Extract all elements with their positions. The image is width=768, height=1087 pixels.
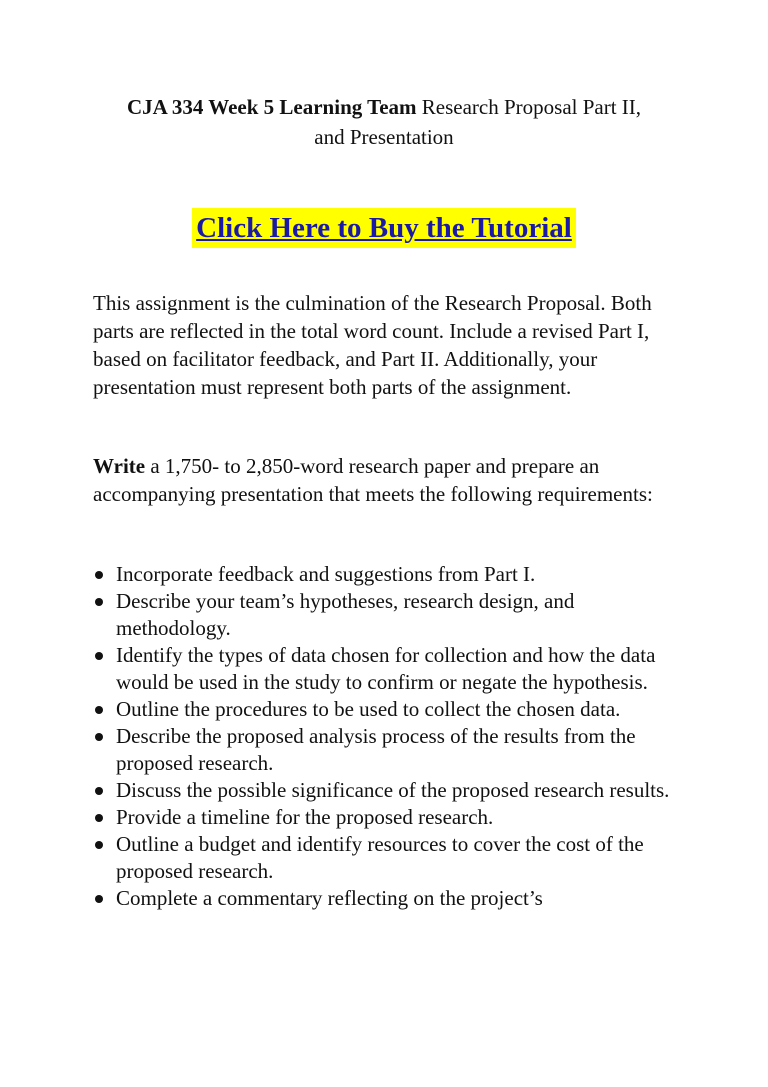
bullet-icon [95, 598, 103, 606]
list-item-text: Describe your team’s hypotheses, research design, and methodology. [116, 589, 575, 640]
buy-tutorial-link[interactable]: Click Here to Buy the Tutorial [192, 208, 576, 248]
bullet-icon [95, 895, 103, 903]
bullet-icon [95, 787, 103, 795]
list-item-text: Incorporate feedback and suggestions from Part I. [116, 562, 536, 586]
list-item-text: Describe the proposed analysis process of the results from the proposed research. [116, 724, 636, 775]
list-item [93, 885, 693, 912]
bullet-icon [95, 571, 103, 579]
list-item [93, 777, 693, 804]
list-item-text: Complete a commentary reflecting on the project’s [116, 886, 543, 910]
write-rest: a 1,750- to 2,850-word research paper and prepare an accompanying presentation that meets the following requirements: [93, 454, 653, 506]
list-item-text: Provide a timeline for the proposed research. [116, 805, 494, 829]
list-item [93, 723, 693, 777]
list-item-text: Discuss the possible significance of the proposed research results. [116, 778, 670, 802]
bullet-icon [95, 706, 103, 714]
title-text-line2: and Presentation [314, 125, 454, 149]
cta-container [0, 208, 768, 248]
write-paragraph [93, 452, 683, 508]
list-item [93, 831, 693, 885]
list-item [93, 696, 693, 723]
list-item [93, 642, 693, 696]
list-item [93, 561, 693, 588]
write-lead: Write [93, 454, 146, 478]
bullet-icon [95, 652, 103, 660]
requirements-list [93, 561, 693, 912]
bullet-icon [95, 814, 103, 822]
list-item-text: Identify the types of data chosen for collection and how the data would be used in the study to confirm or negate the hypothesis. [116, 643, 656, 694]
bullet-icon [95, 841, 103, 849]
title-course-code: CJA 334 Week 5 Learning Team [126, 95, 417, 119]
intro-paragraph: This assignment is the culmination of the Research Proposal. Both parts are reflected in the total word count. Include a revised Part I, based on facilitator feedback, and Part II. Additionally, your presentation must represent both parts of the assignment. [93, 291, 652, 399]
list-item [93, 804, 693, 831]
bullet-icon [95, 733, 103, 741]
list-item-text: Outline a budget and identify resources to cover the cost of the proposed research. [116, 832, 644, 883]
list-item [93, 588, 693, 642]
list-item-text: Outline the procedures to be used to collect the chosen data. [116, 697, 621, 721]
title-text-line1: Research Proposal Part II, [416, 95, 642, 119]
page-title [60, 92, 708, 152]
